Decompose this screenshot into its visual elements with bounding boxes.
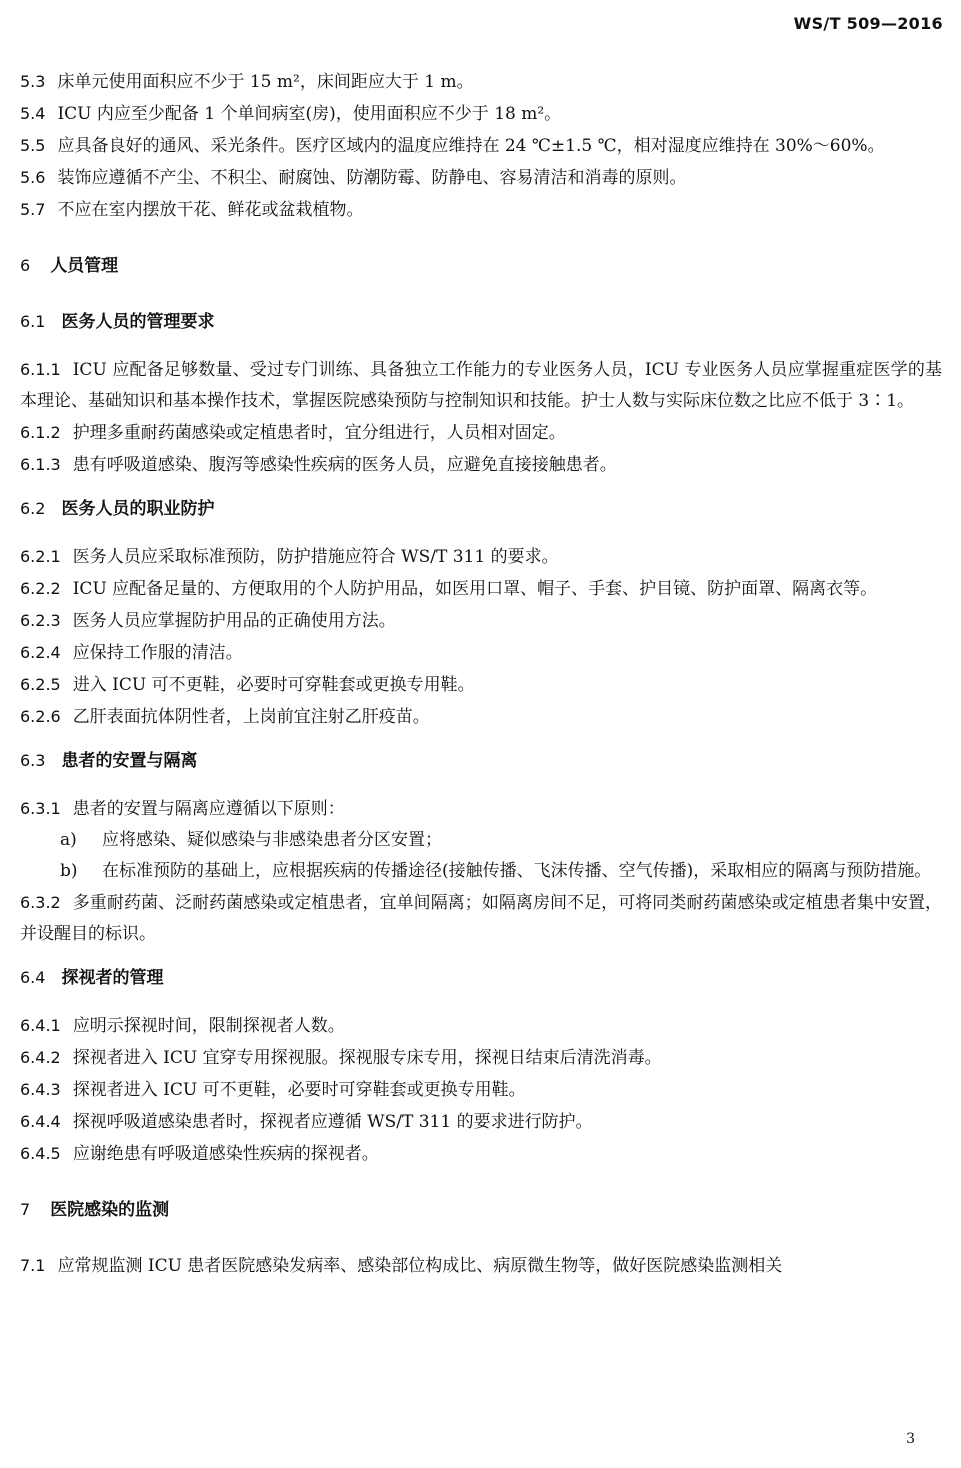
clause-text: ICU 应配备足量的、方便取用的个人防护用品，如医用口罩、帽子、手套、护目镜、防护面罩、隔离衣等。 <box>72 579 878 599</box>
clause-number: 6.3.2 <box>20 893 61 912</box>
clause-number: 5.7 <box>20 200 46 219</box>
clause-text: 探视者进入 ICU 可不更鞋，必要时可穿鞋套或更换专用鞋。 <box>72 1080 526 1100</box>
clause-number: 6.3.1 <box>20 799 61 818</box>
list-item-a <box>20 825 942 856</box>
clause-number: 6.4.1 <box>20 1016 61 1035</box>
section-number: 6.2 <box>20 499 46 518</box>
clause-text: 乙肝表面抗体阴性者，上岗前宜注射乙肝疫苗。 <box>72 707 430 727</box>
clause-text: ICU 应配备足够数量、受过专门训练、具备独立工作能力的专业医务人员，ICU 专业医务人员应掌握重症医学的基本理论、基础知识和基本操作技术，掌握医院感染预防与控制知识和技能。护士人数与实际床位数之比应不低于 3∶1。 <box>20 360 942 411</box>
page-number: 3 <box>906 1431 915 1447</box>
section-6-2-heading <box>20 493 942 525</box>
clause-number: 5.3 <box>20 72 46 91</box>
section-number: 6.3 <box>20 751 46 770</box>
clause-number: 6.2.5 <box>20 675 61 694</box>
section-7-heading <box>20 1194 942 1226</box>
section-6-heading <box>20 250 942 282</box>
clause-text: ICU 内应至少配备 1 个单间病室(房)，使用面积应不少于 18 m²。 <box>57 104 562 124</box>
clause-number: 6.4.4 <box>20 1112 61 1131</box>
clause-5-7 <box>20 194 942 226</box>
section-title: 患者的安置与隔离 <box>61 751 198 771</box>
clause-5-6 <box>20 162 942 194</box>
list-item-b <box>20 856 942 887</box>
clause-text: 医务人员应采取标准预防，防护措施应符合 WS/T 311 的要求。 <box>72 547 559 567</box>
clause-text: 护理多重耐药菌感染或定植患者时，宜分组进行，人员相对固定。 <box>72 423 566 443</box>
clause-text: 应谢绝患有呼吸道感染性疾病的探视者。 <box>72 1144 379 1164</box>
section-number: 6.4 <box>20 968 46 987</box>
clause-text: 不应在室内摆放干花、鲜花或盆栽植物。 <box>57 200 364 220</box>
clause-text: 探视呼吸道感染患者时，探视者应遵循 WS/T 311 的要求进行防护。 <box>72 1112 593 1132</box>
clause-number: 6.2.6 <box>20 707 61 726</box>
clause-number: 6.2.1 <box>20 547 61 566</box>
clause-number: 6.1.1 <box>20 360 61 379</box>
clause-6-3-2 <box>20 887 942 950</box>
clause-5-3 <box>20 66 942 98</box>
clause-number: 5.5 <box>20 136 46 155</box>
clause-text: 医务人员应掌握防护用品的正确使用方法。 <box>72 611 396 631</box>
clause-text: 患者的安置与隔离应遵循以下原则： <box>72 799 345 819</box>
section-title: 医务人员的管理要求 <box>61 312 215 332</box>
clause-text: 应常规监测 ICU 患者医院感染发病率、感染部位构成比、病原微生物等，做好医院感染监测相关 <box>57 1256 783 1276</box>
section-number: 6.1 <box>20 312 46 331</box>
clause-number: 6.1.3 <box>20 455 61 474</box>
clause-text: 装饰应遵循不产尘、不积尘、耐腐蚀、防潮防霉、防静电、容易清洁和消毒的原则。 <box>57 168 687 188</box>
clause-5-4 <box>20 98 942 130</box>
clause-text: 床单元使用面积应不少于 15 m²，床间距应大于 1 m。 <box>57 72 474 92</box>
clause-text: 应明示探视时间，限制探视者人数。 <box>72 1016 345 1036</box>
clause-number: 5.4 <box>20 104 46 123</box>
section-title: 医务人员的职业防护 <box>61 499 215 519</box>
clause-6-2-5 <box>20 669 942 701</box>
clause-7-1 <box>20 1250 942 1282</box>
clause-6-2-1 <box>20 541 942 573</box>
clause-number: 6.2.2 <box>20 579 61 598</box>
clause-6-4-1 <box>20 1010 942 1042</box>
section-title: 医院感染的监测 <box>50 1200 170 1220</box>
section-number: 7 <box>20 1200 31 1219</box>
clause-6-4-2 <box>20 1042 942 1074</box>
section-title: 人员管理 <box>50 256 119 276</box>
clause-6-1-2 <box>20 417 942 449</box>
clause-text: 应具备良好的通风、采光条件。医疗区域内的温度应维持在 24 ℃±1.5 ℃，相对湿度应维持在 30%～60%。 <box>57 136 885 156</box>
section-6-3-heading <box>20 745 942 777</box>
section-6-4-heading <box>20 962 942 994</box>
clause-6-4-4 <box>20 1106 942 1138</box>
clause-text: 进入 ICU 可不更鞋，必要时可穿鞋套或更换专用鞋。 <box>72 675 475 695</box>
document-code: WS/T 509—2016 <box>793 14 943 33</box>
clause-6-2-2 <box>20 573 942 605</box>
clause-number: 6.4.5 <box>20 1144 61 1163</box>
list-item-text: 应将感染、疑似感染与非感染患者分区安置； <box>102 830 442 850</box>
list-item-text: 在标准预防的基础上，应根据疾病的传播途径(接触传播、飞沫传播、空气传播)，采取相应的隔离与预防措施。 <box>102 861 932 881</box>
clause-number: 6.4.2 <box>20 1048 61 1067</box>
clause-text: 多重耐药菌、泛耐药菌感染或定植患者，宜单间隔离；如隔离房间不足，可将同类耐药菌感染或定植患者集中安置，并设醒目的标识。 <box>20 893 942 944</box>
clause-number: 5.6 <box>20 168 46 187</box>
clause-6-2-3 <box>20 605 942 637</box>
section-6-1-heading <box>20 306 942 338</box>
clause-6-1-3 <box>20 449 942 481</box>
clause-text: 探视者进入 ICU 宜穿专用探视服。探视服专床专用，探视日结束后清洗消毒。 <box>72 1048 662 1068</box>
document-body <box>20 66 942 1282</box>
section-number: 6 <box>20 256 31 275</box>
clause-number: 6.4.3 <box>20 1080 61 1099</box>
clause-6-3-1 <box>20 793 942 825</box>
clause-text: 患有呼吸道感染、腹泻等感染性疾病的医务人员，应避免直接接触患者。 <box>72 455 617 475</box>
clause-text: 应保持工作服的清洁。 <box>72 643 243 663</box>
clause-5-5 <box>20 130 942 162</box>
clause-6-4-3 <box>20 1074 942 1106</box>
clause-number: 6.1.2 <box>20 423 61 442</box>
section-title: 探视者的管理 <box>61 968 164 988</box>
list-marker: b) <box>60 861 78 881</box>
clause-6-1-1 <box>20 354 942 417</box>
clause-6-2-4 <box>20 637 942 669</box>
clause-number: 6.2.4 <box>20 643 61 662</box>
clause-number: 6.2.3 <box>20 611 61 630</box>
clause-6-2-6 <box>20 701 942 733</box>
clause-6-4-5 <box>20 1138 942 1170</box>
list-marker: a) <box>60 830 77 850</box>
clause-number: 7.1 <box>20 1256 46 1275</box>
